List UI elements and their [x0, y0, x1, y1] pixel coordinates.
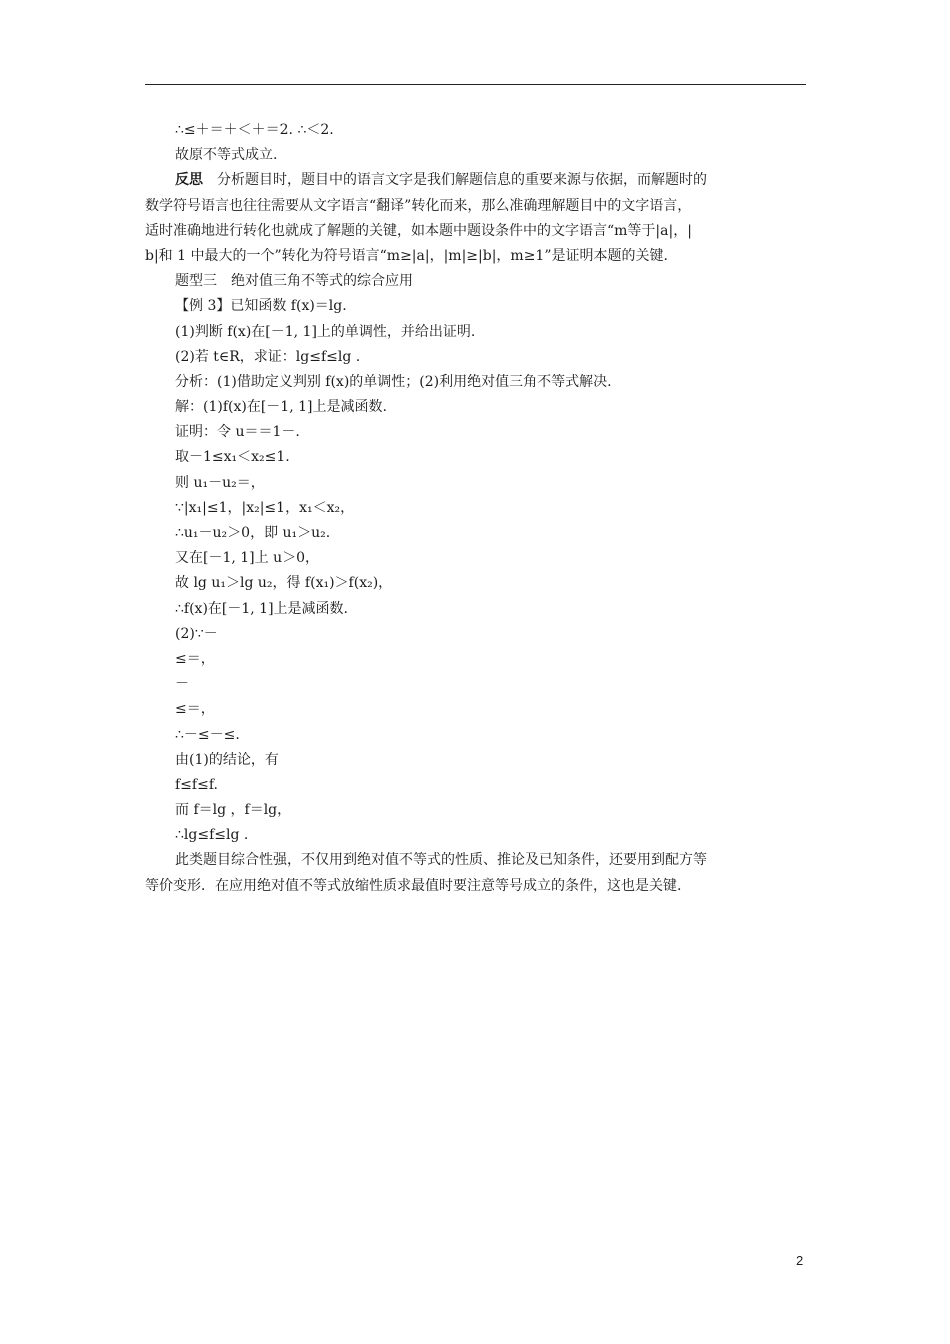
line-text: 则 u₁－u₂＝， [175, 474, 265, 491]
line-text: b|和 1 中最大的一个”转化为符号语言“m≥|a|，|m|≥|b|，m≥1”是证明本题的关键. [145, 247, 668, 264]
line-text: 证明：令 u＝＝1－. [175, 424, 300, 441]
text-line [145, 244, 807, 269]
line-text: 此类题目综合性强，不仅用到绝对值不等式的性质、推论及已知条件，还要用到配方等 [175, 852, 707, 869]
text-line [145, 294, 807, 319]
document-body [145, 118, 807, 899]
text-line [145, 647, 807, 672]
line-text: 【例 3】已知函数 f(x)＝lg. [175, 298, 347, 315]
header-rule [145, 84, 806, 85]
line-text: ∴－≤－≤. [175, 726, 240, 743]
text-line [145, 874, 807, 899]
text-line [145, 748, 807, 773]
text-line [145, 521, 807, 546]
text-line [145, 118, 807, 143]
text-line [145, 395, 807, 420]
text-line [145, 168, 807, 193]
line-text: 取－1≤x₁＜x₂≤1. [175, 449, 290, 466]
line-text: 分析题目时，题目中的语言文字是我们解题信息的重要来源与依据，而解题时的 [203, 172, 707, 189]
line-text: 故原不等式成立. [175, 147, 278, 164]
line-text: 适时准确地进行转化也就成了解题的关键，如本题中题设条件中的文字语言“m等于|a|，| [145, 222, 692, 239]
text-line [145, 143, 807, 168]
line-text: ∴f(x)在[－1, 1]上是减函数. [175, 600, 348, 617]
text-line [145, 420, 807, 445]
text-line [145, 823, 807, 848]
text-line [145, 445, 807, 470]
line-text: － [175, 676, 189, 693]
text-line [145, 194, 807, 219]
line-text: ∴lg≤f≤lg . [175, 827, 249, 844]
text-line [145, 597, 807, 622]
text-line [145, 269, 807, 294]
line-text: 题型三 绝对值三角不等式的综合应用 [175, 273, 413, 290]
text-line [145, 571, 807, 596]
line-text: 解：(1)f(x)在[－1, 1]上是减函数. [175, 399, 387, 416]
page-number: 2 [796, 1253, 804, 1268]
text-line [145, 345, 807, 370]
line-text: 数学符号语言也往往需要从文字语言“翻译”转化而来，那么准确理解题目中的文字语言， [145, 197, 692, 214]
line-text: (1)判断 f(x)在[－1, 1]上的单调性，并给出证明. [175, 323, 476, 340]
text-line [145, 773, 807, 798]
line-text: ≤＝， [175, 701, 215, 718]
text-line [145, 697, 807, 722]
line-text: 又在[－1, 1]上 u＞0， [175, 550, 320, 567]
line-text: (2)∵－ [175, 625, 218, 642]
line-text: f≤f≤f. [175, 776, 218, 793]
text-line [145, 471, 807, 496]
line-text: ≤＝， [175, 650, 215, 667]
line-text: 故 lg u₁＞lg u₂，得 f(x₁)＞f(x₂)， [175, 575, 393, 592]
text-line [145, 370, 807, 395]
text-line [145, 546, 807, 571]
line-text: ∴u₁－u₂＞0，即 u₁＞u₂. [175, 525, 331, 541]
text-line [145, 320, 807, 345]
text-line [145, 622, 807, 647]
text-line [145, 848, 807, 873]
text-line [145, 672, 807, 697]
text-line [145, 723, 807, 748]
line-text: 分析：(1)借助定义判别 f(x)的单调性；(2)利用绝对值三角不等式解决. [175, 373, 612, 390]
text-line [145, 798, 807, 823]
line-text: 等价变形．在应用绝对值不等式放缩性质求最值时要注意等号成立的条件，这也是关键. [145, 877, 682, 894]
line-text: (2)若 t∈R，求证：lg≤f≤lg . [175, 348, 361, 365]
line-text: ∵|x₁|≤1，|x₂|≤1，x₁＜x₂， [175, 499, 355, 516]
text-line [145, 219, 807, 244]
line-text: ∴≤＋＝＋＜＋＝2. ∴＜2. [175, 122, 334, 138]
line-text: 而 f＝lg ，f＝lg， [175, 802, 292, 819]
text-line [145, 496, 807, 521]
line-text: 由(1)的结论，有 [175, 751, 279, 768]
bold-label: 反思 [175, 172, 203, 189]
